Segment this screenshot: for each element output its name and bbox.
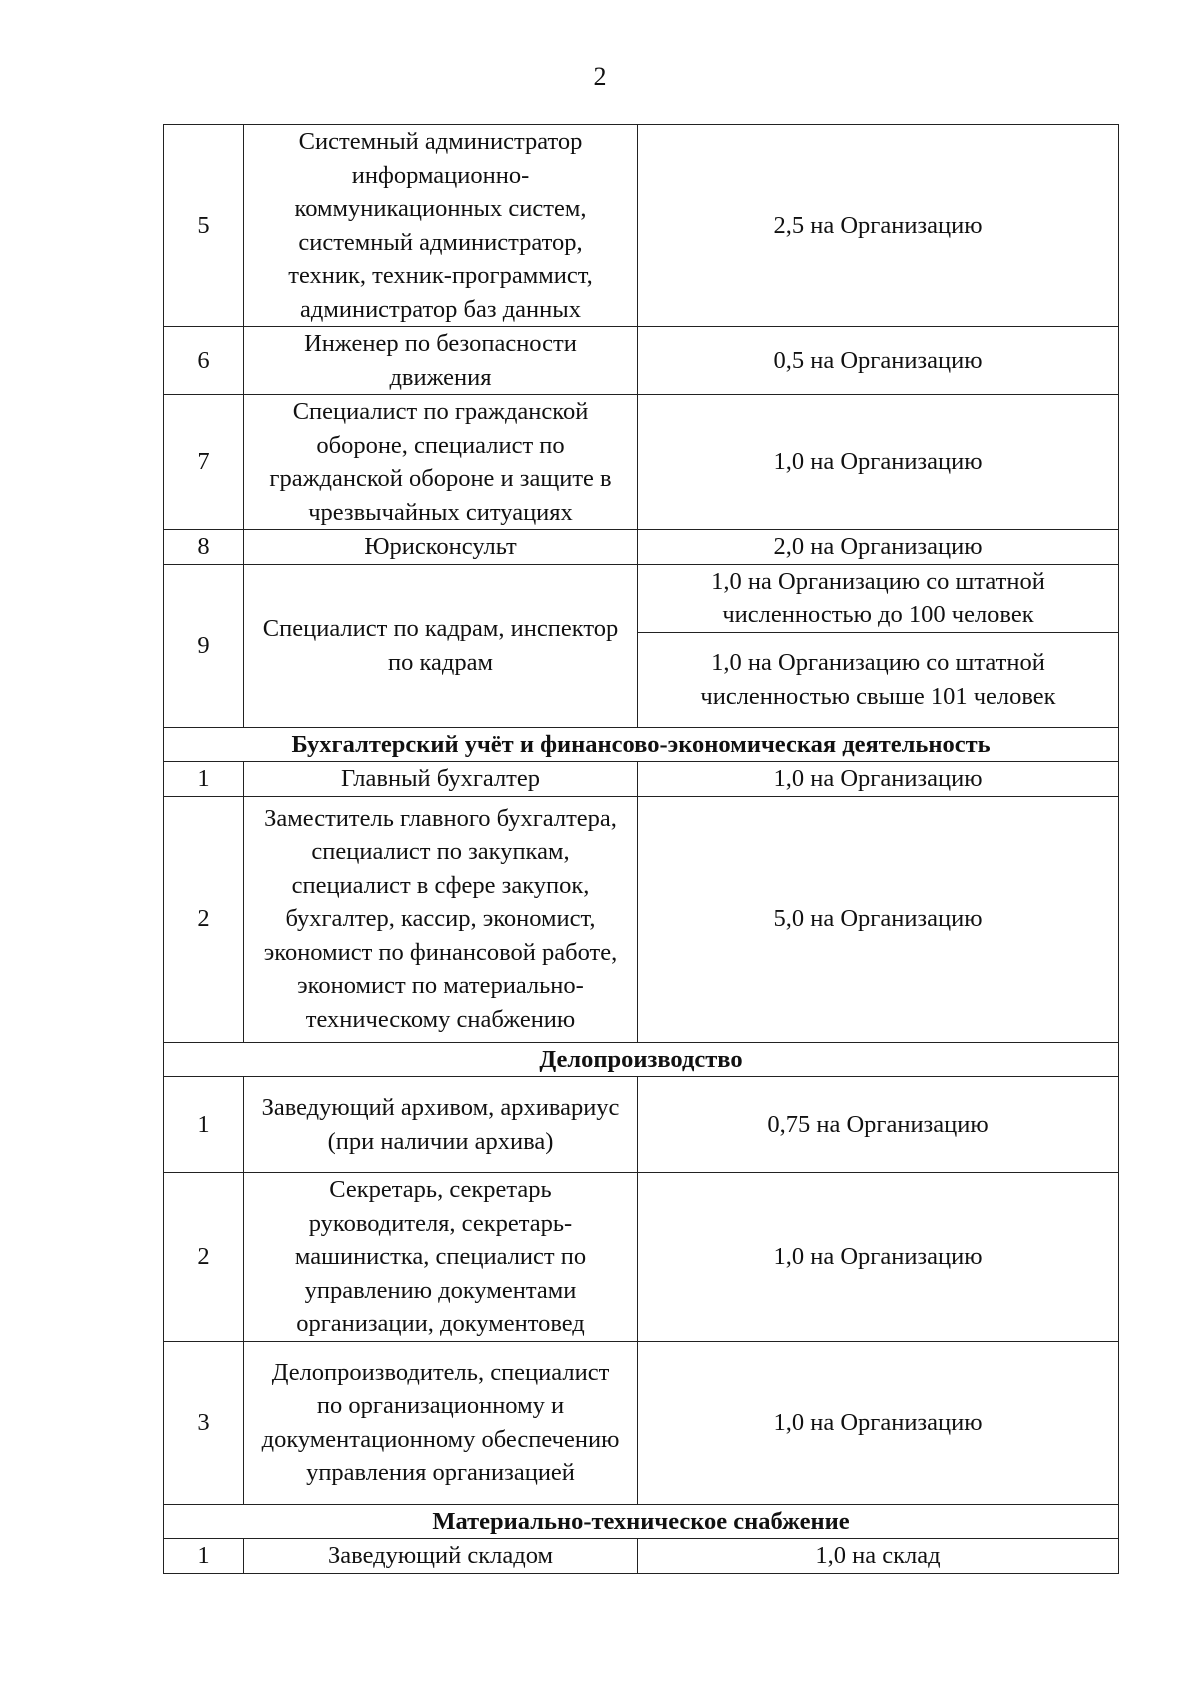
table-row [164, 1173, 1119, 1342]
row-number: 6 [164, 327, 244, 395]
row-number: 1 [164, 1539, 244, 1574]
staffing-norm: 1,0 на Организацию [638, 1173, 1119, 1342]
position-name: Заместитель главного бухгалтера, специалист по закупкам, специалист в сфере закупок, бухгалтер, кассир, экономист, экономист по финансовой работе, экономист по материально-техническому снабжению [244, 796, 638, 1042]
table-row [164, 762, 1119, 797]
staffing-norm: 1,0 на Организацию [638, 395, 1119, 530]
page-number: 2 [593, 62, 607, 91]
staffing-norm: 1,0 на Организацию [638, 762, 1119, 797]
row-number: 1 [164, 762, 244, 797]
position-name: Специалист по гражданской обороне, специалист по гражданской обороне и защите в чрезвычайных ситуациях [244, 395, 638, 530]
table-row [164, 564, 1119, 632]
table-row [164, 125, 1119, 327]
row-number: 1 [164, 1077, 244, 1173]
position-name: Специалист по кадрам, инспектор по кадрам [244, 564, 638, 727]
position-name: Инженер по безопасности движения [244, 327, 638, 395]
staffing-norm: 0,75 на Организацию [638, 1077, 1119, 1173]
section-title: Материально-техническое снабжение [164, 1504, 1119, 1539]
row-number: 5 [164, 125, 244, 327]
staffing-norm: 2,5 на Организацию [638, 125, 1119, 327]
section-header-row [164, 1504, 1119, 1539]
row-number: 2 [164, 1173, 244, 1342]
table-row [164, 1341, 1119, 1504]
position-name: Секретарь, секретарь руководителя, секретарь-машинистка, специалист по управлению документами организации, документовед [244, 1173, 638, 1342]
row-number: 8 [164, 530, 244, 565]
position-name: Делопроизводитель, специалист по организационному и документационному обеспечению управления организацией [244, 1341, 638, 1504]
table-row [164, 796, 1119, 1042]
table-row [164, 395, 1119, 530]
table-row [164, 327, 1119, 395]
section-header-row [164, 1042, 1119, 1077]
section-title: Бухгалтерский учёт и финансово-экономическая деятельность [164, 727, 1119, 762]
section-header-row [164, 727, 1119, 762]
position-name: Заведующий архивом, архивариус (при наличии архива) [244, 1077, 638, 1173]
row-number: 2 [164, 796, 244, 1042]
staffing-norm: 2,0 на Организацию [638, 530, 1119, 565]
position-name: Заведующий складом [244, 1539, 638, 1574]
row-number: 3 [164, 1341, 244, 1504]
table-row [164, 1539, 1119, 1574]
table-row [164, 1077, 1119, 1173]
staffing-norm: 1,0 на Организацию со штатной численностью свыше 101 человек [638, 632, 1119, 727]
staffing-norm: 1,0 на Организацию со штатной численностью до 100 человек [638, 564, 1119, 632]
staffing-norm: 1,0 на Организацию [638, 1341, 1119, 1504]
staff-norms-table [163, 124, 1119, 1574]
position-name: Системный администратор информационно-коммуникационных систем, системный администратор, техник, техник-программист, администратор баз данных [244, 125, 638, 327]
row-number: 7 [164, 395, 244, 530]
row-number: 9 [164, 564, 244, 727]
staffing-norm: 5,0 на Организацию [638, 796, 1119, 1042]
position-name: Юрисконсульт [244, 530, 638, 565]
section-title: Делопроизводство [164, 1042, 1119, 1077]
table-row [164, 530, 1119, 565]
staffing-norm: 1,0 на склад [638, 1539, 1119, 1574]
position-name: Главный бухгалтер [244, 762, 638, 797]
staffing-norm: 0,5 на Организацию [638, 327, 1119, 395]
